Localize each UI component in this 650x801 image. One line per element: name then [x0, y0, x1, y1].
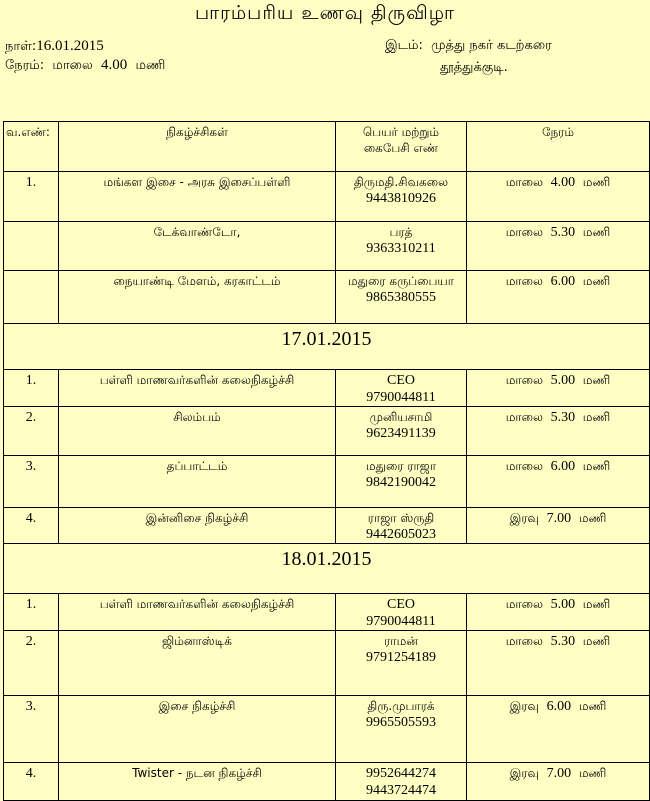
row-program: Twister - நடன நிகழ்ச்சி [59, 763, 336, 801]
row-sno [4, 508, 59, 544]
venue-line1: முத்து நகர் கடற்கரை [431, 38, 552, 53]
time-suffix: மணி [582, 175, 611, 189]
contact-name: முனியசாமி [369, 410, 433, 424]
time-value: 6.00 [550, 459, 576, 474]
schedule-row [4, 370, 650, 407]
time-prefix: மாலை [505, 274, 543, 288]
row-contact [336, 172, 467, 222]
row-contact [336, 508, 467, 544]
time-value: 6.00 [546, 699, 572, 714]
time-prefix: இரவு [509, 511, 540, 525]
date-row [4, 544, 650, 594]
time-value: 4.00 [550, 175, 576, 190]
time-value: 5.00 [550, 373, 576, 388]
time-prefix: மாலை [52, 58, 93, 73]
header-contact-line2: கைபேசி எண் [363, 141, 439, 155]
sno-text: 4. [25, 766, 37, 781]
time-suffix: மணி [578, 766, 607, 780]
row-contact [336, 696, 467, 763]
row-sno [4, 370, 59, 407]
schedule-row [4, 222, 650, 271]
contact-name: ராஜா ஸ்ருதி [367, 511, 435, 525]
row-time [467, 696, 650, 763]
event-venue [385, 38, 552, 54]
row-program: தப்பாட்டம் [59, 456, 336, 508]
schedule-row [4, 456, 650, 508]
contact-name: மதுரை கருப்பையா [347, 274, 454, 288]
row-time [467, 508, 650, 544]
schedule-row [4, 696, 650, 763]
row-sno [4, 222, 59, 271]
time-prefix: மாலை [505, 459, 543, 473]
row-sno [4, 172, 59, 222]
time-suffix: மணி [582, 373, 611, 387]
row-sno [4, 696, 59, 763]
contact-phone: 9790044811 [366, 614, 436, 629]
row-program: பள்ளி மாணவர்களின் கலைநிகழ்ச்சி [59, 370, 336, 407]
time-suffix: மணி [582, 634, 611, 648]
contact-name: திருமதி.சிவகலை [353, 175, 449, 189]
sno-text: 3. [25, 459, 37, 474]
time-prefix: இரவு [509, 699, 540, 713]
schedule-row [4, 407, 650, 456]
contact-phone: 9791254189 [366, 650, 436, 665]
row-program: நையாண்டி மேளம், கரகாட்டம் [59, 271, 336, 324]
sno-text: 3. [25, 699, 37, 714]
sno-text: 1. [25, 175, 37, 190]
header-contact [336, 122, 467, 172]
contact-phone: 9865380555 [366, 290, 436, 305]
schedule-row [4, 631, 650, 696]
row-time [467, 407, 650, 456]
time-suffix: மணி [582, 410, 611, 424]
time-prefix: மாலை [505, 225, 543, 239]
contact-phone: 9790044811 [366, 390, 436, 405]
time-prefix: மாலை [505, 410, 543, 424]
time-value: 7.00 [546, 766, 572, 781]
row-contact [336, 222, 467, 271]
time-value: 5.00 [550, 597, 576, 612]
time-label: நேரம்: [5, 58, 45, 73]
row-contact [336, 370, 467, 407]
schedule-row [4, 271, 650, 324]
contact-phone: 9443724474 [366, 783, 436, 798]
row-time [467, 370, 650, 407]
contact-name: 9952644274 [366, 766, 436, 781]
schedule-row [4, 172, 650, 222]
time-prefix: மாலை [505, 634, 543, 648]
time-value: 5.30 [550, 225, 576, 240]
header-row [4, 122, 650, 172]
contact-phone: 9443810926 [366, 191, 436, 206]
row-sno [4, 407, 59, 456]
date-label: நாள்: [5, 39, 37, 54]
event-time [5, 57, 165, 74]
contact-phone: 9965505593 [366, 715, 436, 730]
date-row [4, 324, 650, 370]
row-contact [336, 631, 467, 696]
time-suffix: மணி [582, 597, 611, 611]
row-sno [4, 594, 59, 631]
time-suffix: மணி [582, 274, 611, 288]
time-prefix: மாலை [505, 597, 543, 611]
date-cell [4, 324, 650, 370]
time-value: 5.30 [550, 634, 576, 649]
row-contact [336, 456, 467, 508]
contact-phone: 9623491139 [366, 426, 436, 441]
row-time [467, 631, 650, 696]
sno-text: 2. [25, 634, 37, 649]
row-sno [4, 271, 59, 324]
contact-name: CEO [387, 373, 415, 388]
sno-text: 4. [25, 511, 37, 526]
time-value: 5.30 [550, 410, 576, 425]
venue-line2: தூத்துக்குடி. [440, 60, 508, 75]
sno-text: 1. [25, 597, 37, 612]
row-sno [4, 456, 59, 508]
time-prefix: மாலை [505, 175, 543, 189]
time-suffix: மணி [578, 699, 607, 713]
row-time [467, 271, 650, 324]
time-value: 6.00 [550, 274, 576, 289]
venue-label: இடம்: [385, 38, 423, 53]
row-time [467, 456, 650, 508]
header-time: நேரம் [467, 122, 650, 172]
time-value: 4.00 [101, 57, 128, 73]
row-program: ஜிம்னாஸ்டிக் [59, 631, 336, 696]
sno-text: 1. [25, 373, 37, 388]
date-value: 16.01.2015 [36, 38, 104, 54]
header-sno: வ.எண்: [4, 122, 59, 172]
date-cell [4, 544, 650, 594]
contact-name: திரு.முபாரக் [367, 699, 435, 713]
contact-name: ராமன் [384, 634, 418, 648]
row-program: பள்ளி மாணவர்களின் கலைநிகழ்ச்சி [59, 594, 336, 631]
day-date: 17.01.2015 [281, 328, 372, 350]
row-time [467, 594, 650, 631]
time-suffix: மணி [135, 58, 166, 73]
row-time [467, 222, 650, 271]
contact-name: பரத் [389, 225, 413, 239]
header-program: நிகழ்ச்சிகள் [59, 122, 336, 172]
event-date [5, 38, 104, 55]
schedule-table [3, 121, 650, 801]
contact-name: மதுரை ராஜா [365, 459, 437, 473]
sno-text: 2. [25, 410, 37, 425]
contact-phone: 9363310211 [366, 241, 436, 256]
row-contact [336, 271, 467, 324]
schedule-row [4, 508, 650, 544]
time-prefix: இரவு [509, 766, 540, 780]
row-program: இன்னிசை நிகழ்ச்சி [59, 508, 336, 544]
row-program: மங்கள இசை - அரசு இசைப்பள்ளி [59, 172, 336, 222]
time-suffix: மணி [578, 511, 607, 525]
time-suffix: மணி [582, 459, 611, 473]
document-title: பாரம்பரிய உணவு திருவிழா [195, 2, 455, 24]
row-sno [4, 631, 59, 696]
header-contact-line1: பெயர் மற்றும் [362, 125, 440, 139]
time-value: 7.00 [546, 511, 572, 526]
row-time [467, 172, 650, 222]
row-contact [336, 594, 467, 631]
row-program: சிலம்பம் [59, 407, 336, 456]
row-contact [336, 407, 467, 456]
contact-phone: 9842190042 [366, 475, 436, 490]
contact-name: CEO [387, 597, 415, 612]
time-prefix: மாலை [505, 373, 543, 387]
schedule-row [4, 594, 650, 631]
time-suffix: மணி [582, 225, 611, 239]
day-date: 18.01.2015 [281, 548, 372, 570]
row-program: டேக்வாண்டோ, [59, 222, 336, 271]
contact-phone: 9442605023 [366, 527, 436, 542]
row-program: இசை நிகழ்ச்சி [59, 696, 336, 763]
